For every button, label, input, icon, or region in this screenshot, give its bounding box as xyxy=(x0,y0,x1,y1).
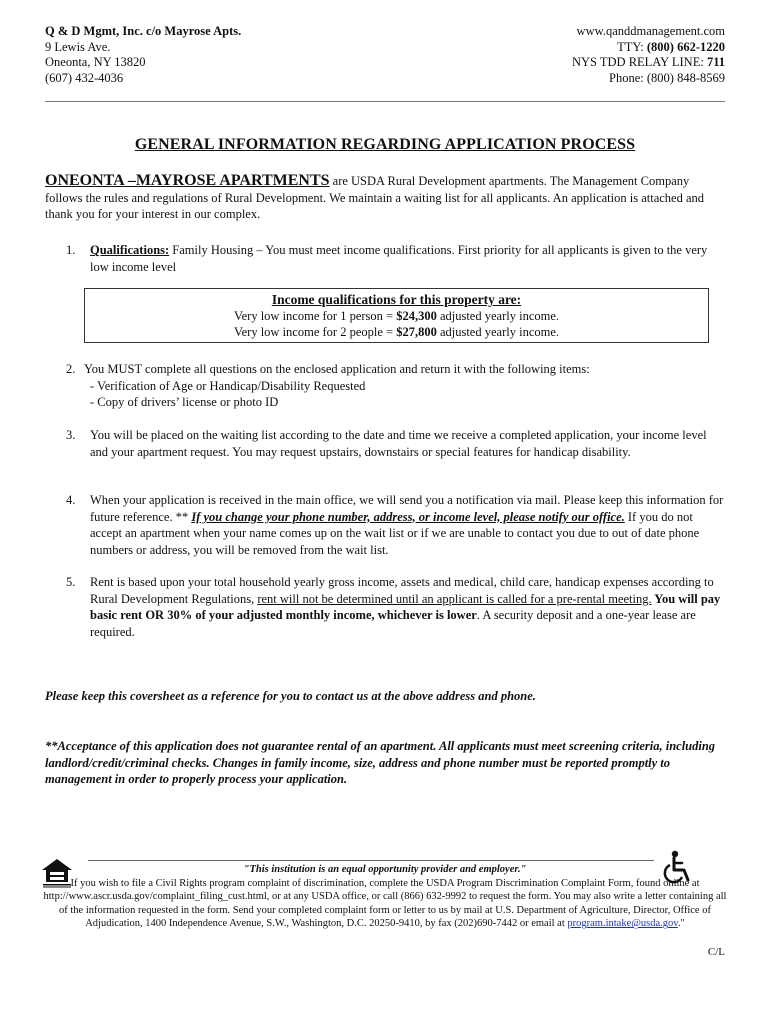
item-number: 5. xyxy=(66,575,76,589)
coversheet-note: Please keep this coversheet as a reference for you to contact us at the above address and phone. xyxy=(45,689,536,703)
tty-number: (800) 662-1220 xyxy=(646,39,725,54)
letterhead xyxy=(45,24,725,96)
income-row-2 xyxy=(85,324,708,340)
requirement-photo-id: - Copy of drivers’ license or photo ID xyxy=(90,395,279,409)
notification-text: When your application is received in the main office, we will send you a notification via mail. Please keep this information for future reference. ** xyxy=(90,493,724,524)
tty-line xyxy=(572,40,725,56)
document-code: C/L xyxy=(707,946,725,958)
civil-rights-end: ." xyxy=(677,918,685,930)
income-row-1-amount: $24,300 xyxy=(396,309,437,323)
income-box-heading: Income qualifications for this property are: xyxy=(271,292,522,307)
item-number: 4. xyxy=(66,493,76,507)
item-text xyxy=(90,242,726,275)
city-state-zip: Oneonta, NY 13820 xyxy=(45,55,146,69)
list-item-qualifications xyxy=(66,242,726,275)
letterhead-right xyxy=(572,24,725,86)
list-item-rent xyxy=(66,574,726,640)
usda-email-link[interactable]: program.intake@usda.gov xyxy=(567,918,678,930)
page-title: GENERAL INFORMATION REGARDING APPLICATION PROCESS xyxy=(134,136,636,153)
header-divider xyxy=(45,101,725,102)
item-number: 2. xyxy=(66,362,76,376)
item-text: You will be placed on the waiting list according to the date and time we receive a completed application, your income level and your apartment request. You may request upstairs, downstairs or special features for handicap disability. xyxy=(90,428,707,459)
income-row-1 xyxy=(85,308,708,324)
rent-basis-text: Rent is based upon your total household yearly gross income, assets and medical, child care, handicap expenses according to Rural Development Regulations, xyxy=(90,575,714,606)
letterhead-left xyxy=(45,24,241,86)
civil-rights-text: If you wish to file a Civil Rights program complaint of discrimination, complete the USDA Program Discrimination Complaint Form, found online at http://www.ascr.usda.gov/complaint_filing_cust.html, or at any USDA office, or call (866) 632-9992 to request the form. You may also write a letter containing all of the information requested in the form. Send your completed complaint form or letter to us by mail at U.S. Department of Agriculture, Director, Office of Adjudication, 1400 Independence Avenue, S.W., Washington, D.C. 20250-9410, by fax (202)690-7442 or email at xyxy=(43,877,727,930)
qualifications-text: Family Housing – You must meet income qualifications. First priority for all applicants is given to the very low income level xyxy=(90,243,708,274)
item-text xyxy=(90,574,726,640)
relay-line xyxy=(572,55,725,71)
intro-paragraph xyxy=(45,173,726,223)
footer-divider xyxy=(88,860,654,861)
income-row-1-suffix: adjusted yearly income. xyxy=(436,309,560,323)
relay-number: 711 xyxy=(706,55,725,69)
qualifications-label: Qualifications: xyxy=(90,243,170,257)
income-row-2-amount: $27,800 xyxy=(396,325,437,339)
basic-rent-text: You will pay basic rent OR 30% of your adjusted monthly income, whichever is lower xyxy=(90,591,721,622)
acceptance-disclaimer: **Acceptance of this application does not guarantee rental of an apartment. All applicants must meet screening criteria, including landlord/credit/criminal checks. Changes in family income, size, address and phone number must be reported promptly to management in order to properly process your application. xyxy=(45,739,716,786)
list-item-requirements xyxy=(66,361,726,411)
toll-free-phone: Phone: (800) 848-8569 xyxy=(609,70,725,85)
footer-text xyxy=(40,863,730,931)
property-name: ONEONTA –MAYROSE APARTMENTS xyxy=(45,172,330,189)
relay-label: NYS TDD RELAY LINE: xyxy=(571,55,707,69)
pre-rental-meeting-text: rent will not be determined until an applicant is called for a pre-rental meeting. xyxy=(257,591,652,606)
intro-text: are USDA Rural Development apartments. The Management Company follows the rules and regulations of Rural Development. We maintain a waiting list for all applicants. An application is attached and thank you for your interest in our complex. xyxy=(45,174,705,221)
org-name: Q & D Mgmt, Inc. c/o Mayrose Apts. xyxy=(45,24,242,38)
notify-office-emphasis: If you change your phone number, address, or income level, please notify our office. xyxy=(191,509,625,524)
street-address: 9 Lewis Ave. xyxy=(45,39,111,54)
tty-label: TTY: xyxy=(617,39,647,54)
deposit-lease-text: . A security deposit and a one-year lease are required. xyxy=(90,608,696,639)
income-qualifications-box xyxy=(84,288,709,343)
list-item-notification xyxy=(66,492,726,558)
income-row-2-suffix: adjusted yearly income. xyxy=(436,325,560,339)
requirement-age-verification: - Verification of Age or Handicap/Disability Requested xyxy=(90,378,366,393)
item-text xyxy=(84,361,726,411)
website-link[interactable]: www.qanddmanagement.com xyxy=(576,24,725,38)
item-text xyxy=(90,492,726,558)
civil-rights-paragraph xyxy=(40,877,730,931)
equal-opportunity-statement: "This institution is an equal opportunity provider and employer." xyxy=(243,864,527,875)
income-row-2-label: Very low income for 2 people = xyxy=(233,325,397,339)
item-number: 3. xyxy=(66,428,76,442)
requirements-intro: You MUST complete all questions on the enclosed application and return it with the following items: xyxy=(84,362,590,376)
item-number: 1. xyxy=(66,243,76,257)
income-row-1-label: Very low income for 1 person = xyxy=(233,309,397,323)
wait-list-removal-text: If you do not accept an apartment when your name comes up on the wait list or if we are unable to contact you due to out of date phone numbers or address, you will be removed from the wait list. xyxy=(90,509,700,557)
list-item-waiting-list xyxy=(66,427,726,460)
office-phone: (607) 432-4036 xyxy=(45,70,124,85)
